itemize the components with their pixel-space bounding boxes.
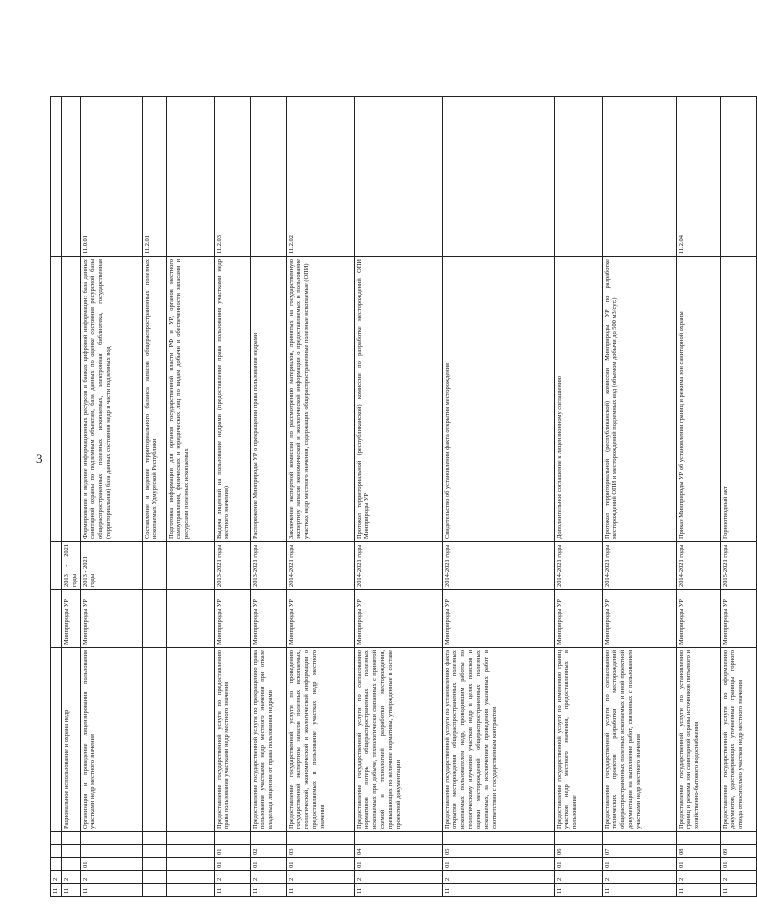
code-cell [142, 871, 166, 884]
indicator-code [554, 97, 602, 257]
indicator-code [602, 97, 676, 257]
activity-name [142, 648, 166, 832]
executor: Минприроды УР [250, 590, 286, 648]
indicator-code: 11.2.03 [214, 97, 250, 257]
executor [166, 590, 214, 648]
code-cell: 11 [250, 884, 286, 897]
expected-result: Приказ Минприроды УР об установлении границ и режима зон санитарной охраны [676, 257, 720, 542]
period: 2013-2021 годы [250, 542, 286, 590]
section-result [62, 257, 81, 542]
executor: Минприроды УР [214, 590, 250, 648]
code-cell: 2 [354, 871, 442, 884]
code-cell: 2 [720, 871, 756, 884]
table-row [80, 97, 142, 897]
table-row [214, 97, 250, 897]
table-row [720, 97, 756, 897]
executor: Минприроды УР [286, 590, 354, 648]
code-cell: 11 [62, 884, 81, 897]
activity-name: Предоставление государственной услуги по установлению факта открытия месторождения общераспространенных полезных ископаемых пользователем недр, проводившим работы по геологическому изучению участков недр в целях поисков и оценки месторождений общераспространенных полезных ископаемых, за исключением проведения указанных работ в соответствии с государственным контрактом [442, 648, 554, 832]
table-row [602, 97, 676, 897]
header-code [51, 648, 62, 832]
executor: Минприроды УР [442, 590, 554, 648]
header-code-row [51, 97, 62, 897]
table-row [676, 97, 720, 897]
code-cell [62, 845, 81, 858]
period: 2015-2021 годы [720, 542, 756, 590]
indicator-code [442, 97, 554, 257]
expected-result: Протокол территориальной (республиканской) комиссии по разработке месторождений ОПИ Минприроды УР [354, 257, 442, 542]
code-cell: 05 [442, 845, 554, 858]
section-row [62, 97, 81, 897]
period: 2014-2021 годы [354, 542, 442, 590]
header-code [51, 590, 62, 648]
period: 2013-2021 годы [214, 542, 250, 590]
expected-result: Составление и ведение территориального баланса запасов общераспространенных полезных ископаемых Удмуртской Республики [142, 257, 166, 542]
code-cell: 01 [354, 858, 442, 871]
table-row [554, 97, 602, 897]
executor: Минприроды УР [720, 590, 756, 648]
code-cell [62, 858, 81, 871]
activity-name: Предоставление государственной услуги по согласованию технических проектов разработки месторождений общераспространенных полезных ископаемых и иной проектной документации на выполнение работ, связанных с пользованием участками недр местного значения [602, 648, 676, 832]
header-code: 2 [51, 871, 62, 884]
header-code [51, 257, 62, 542]
expected-result: Протокол территориальной (республиканской) комиссии Минприроды УР по разработке месторождений ОПИ и месторождений подземных вод (объемом добычи до 500 м3/сут.) [602, 257, 676, 542]
code-cell: 2 [214, 871, 250, 884]
activity-name: Предоставление государственной услуги по согласованию нормативов потерь общераспространенных полезных ископаемых при добыче, технологически связанных с принятой схемой и технологией разработки месторождения, превышающих по величине нормативы, утвержденные в составе проектной документации [354, 648, 442, 832]
code-cell: 01 [720, 858, 756, 871]
executor: Минприроды УР [554, 590, 602, 648]
expected-result: Дополнительное соглашение к лицензионному соглашению [554, 257, 602, 542]
code-cell: 2 [602, 871, 676, 884]
activity-name: Предоставление государственной услуги по предоставлению права пользования участками недр местного значения [214, 648, 250, 832]
code-cell [80, 845, 142, 858]
code-cell [166, 871, 214, 884]
indicator-code [166, 97, 214, 257]
code-cell: 11 [214, 884, 250, 897]
executor: Минприроды УР [676, 590, 720, 648]
code-cell [142, 845, 166, 858]
table-row [442, 97, 554, 897]
indicator-code: 11.2.01 [142, 97, 166, 257]
table-row [354, 97, 442, 897]
code-cell: 08 [676, 845, 720, 858]
code-cell: 09 [720, 845, 756, 858]
indicator-code: 11.2.02 [286, 97, 354, 257]
activity-name: Организация и проведение лицензирования пользования участками недр местного значения [80, 648, 142, 832]
period: 2014-2021 годы [442, 542, 554, 590]
code-cell: 11 [442, 884, 554, 897]
code-cell [142, 832, 166, 845]
code-cell: 03 [286, 845, 354, 858]
period: 2014-2021 годы [602, 542, 676, 590]
expected-result: Выдача лицензий на пользование недрами (предоставление права пользования участками недр местного значения) [214, 257, 250, 542]
code-cell [676, 832, 720, 845]
code-cell [602, 832, 676, 845]
header-code [51, 858, 62, 871]
code-cell [554, 832, 602, 845]
expected-result: Горноотводный акт [720, 257, 756, 542]
code-cell [720, 832, 756, 845]
period: 2013 - 2021 годы [80, 542, 142, 590]
executor: Минприроды УР [354, 590, 442, 648]
expected-result: Заключение экспертной комиссии по рассмотрению материалов, принятых на государственную экспертизу запасов экономической и экологической информации о предоставляемых в пользование участках недр местного значения, содержащих общераспространенные полезные ископаемые (ОПИ) [286, 257, 354, 542]
code-cell: 11 [286, 884, 354, 897]
table-row [286, 97, 354, 897]
code-cell: 02 [250, 845, 286, 858]
code-cell [250, 832, 286, 845]
activity-name: Предоставление государственной услуги по прекращению права пользования участками недр местного значения при отказе владельца лицензии от права пользования недрами [250, 648, 286, 832]
expected-result: Формирование и ведение информационных ресурсов в банках цифровой информации: база данных санитарной охраны по подземным объектам, база данных по оценке состояния ресурсной базы общераспространенных полезных ископаемых, электронная библиотека, государственная (территориальная) база данных состояния недр в части подземных вод [80, 257, 142, 542]
section-title: Рациональное использование и охрана недр [62, 648, 81, 832]
code-cell [142, 884, 166, 897]
code-cell: 11 [354, 884, 442, 897]
code-cell: 11 [676, 884, 720, 897]
code-cell: 2 [286, 871, 354, 884]
table-body [51, 97, 757, 897]
period [166, 542, 214, 590]
code-cell: 07 [602, 845, 676, 858]
code-cell: 2 [676, 871, 720, 884]
header-code [51, 845, 62, 858]
code-cell: 2 [80, 871, 142, 884]
executor: Минприроды УР [80, 590, 142, 648]
header-code [51, 97, 62, 257]
code-cell: 01 [442, 858, 554, 871]
code-cell: 01 [602, 858, 676, 871]
program-table [50, 96, 757, 897]
code-cell [142, 858, 166, 871]
indicator-code [354, 97, 442, 257]
code-cell: 2 [442, 871, 554, 884]
section-indicator [62, 97, 81, 257]
activity-name: Предоставление государственной услуги по изменению границ участков недр местного значения, предоставленных в пользование [554, 648, 602, 832]
code-cell: 01 [214, 845, 250, 858]
activity-name: Предоставление государственной услуги по проведению государственной экспертизы запасов полезных ископаемых, геологической, экономической и экологической информации о предоставляемых в пользование участках недр местного значения [286, 648, 354, 832]
header-code [51, 832, 62, 845]
code-cell: 06 [554, 845, 602, 858]
code-cell: 2 [62, 871, 81, 884]
section-executor: Минприроды УР [62, 590, 81, 648]
activity-name [166, 648, 214, 832]
rotated-table-wrapper [50, 97, 745, 897]
code-cell [166, 845, 214, 858]
code-cell: 11 [80, 884, 142, 897]
period: 2014-2021 годы [286, 542, 354, 590]
code-cell: 2 [250, 871, 286, 884]
code-cell [214, 832, 250, 845]
code-cell: 01 [286, 858, 354, 871]
section-period: 2013 - 2021 годы [62, 542, 81, 590]
code-cell [354, 832, 442, 845]
code-cell: 11 [720, 884, 756, 897]
code-cell [80, 832, 142, 845]
code-cell [442, 832, 554, 845]
table-row [250, 97, 286, 897]
indicator-code [720, 97, 756, 257]
activity-name: Предоставление государственной услуги по установлению границ и режима зон санитарной охраны источников питьевого и хозяйственно-бытового водоснабжения [676, 648, 720, 832]
period [142, 542, 166, 590]
code-cell [166, 884, 214, 897]
code-cell [62, 832, 81, 845]
activity-name: Предоставление государственной услуги по оформлению документов, удостоверяющих уточненные границы горного отвода относительно участков недр местного значения [720, 648, 756, 832]
expected-result: Распоряжение Минприроды УР о прекращении права пользования недрами [250, 257, 286, 542]
period: 2014-2021 годы [676, 542, 720, 590]
header-code [51, 542, 62, 590]
code-cell: 01 [250, 858, 286, 871]
code-cell: 01 [554, 858, 602, 871]
code-cell: 01 [214, 858, 250, 871]
page-number: 3 [36, 451, 43, 466]
indicator-code: 11.2.04 [676, 97, 720, 257]
executor: Минприроды УР [602, 590, 676, 648]
expected-result: Подготовка информации для органов государственной власти РФ и УР, органов местного самоуправления, физических и юридических лиц по видам добычи и обеспеченности запасами и ресурсами полезных ископаемых [166, 257, 214, 542]
indicator-code [250, 97, 286, 257]
code-cell [286, 832, 354, 845]
code-cell [166, 832, 214, 845]
code-cell: 2 [554, 871, 602, 884]
code-cell [166, 858, 214, 871]
indicator-code: 11.0.01 [80, 97, 142, 257]
table-row [142, 97, 166, 897]
code-cell: 11 [602, 884, 676, 897]
executor [142, 590, 166, 648]
code-cell: 11 [554, 884, 602, 897]
code-cell: 01 [676, 858, 720, 871]
code-cell: 01 [80, 858, 142, 871]
table-row [166, 97, 214, 897]
code-cell: 04 [354, 845, 442, 858]
period: 2014-2021 годы [554, 542, 602, 590]
expected-result: Свидетельство об установлении факта открытия месторождения [442, 257, 554, 542]
header-code: 11 [51, 884, 62, 897]
